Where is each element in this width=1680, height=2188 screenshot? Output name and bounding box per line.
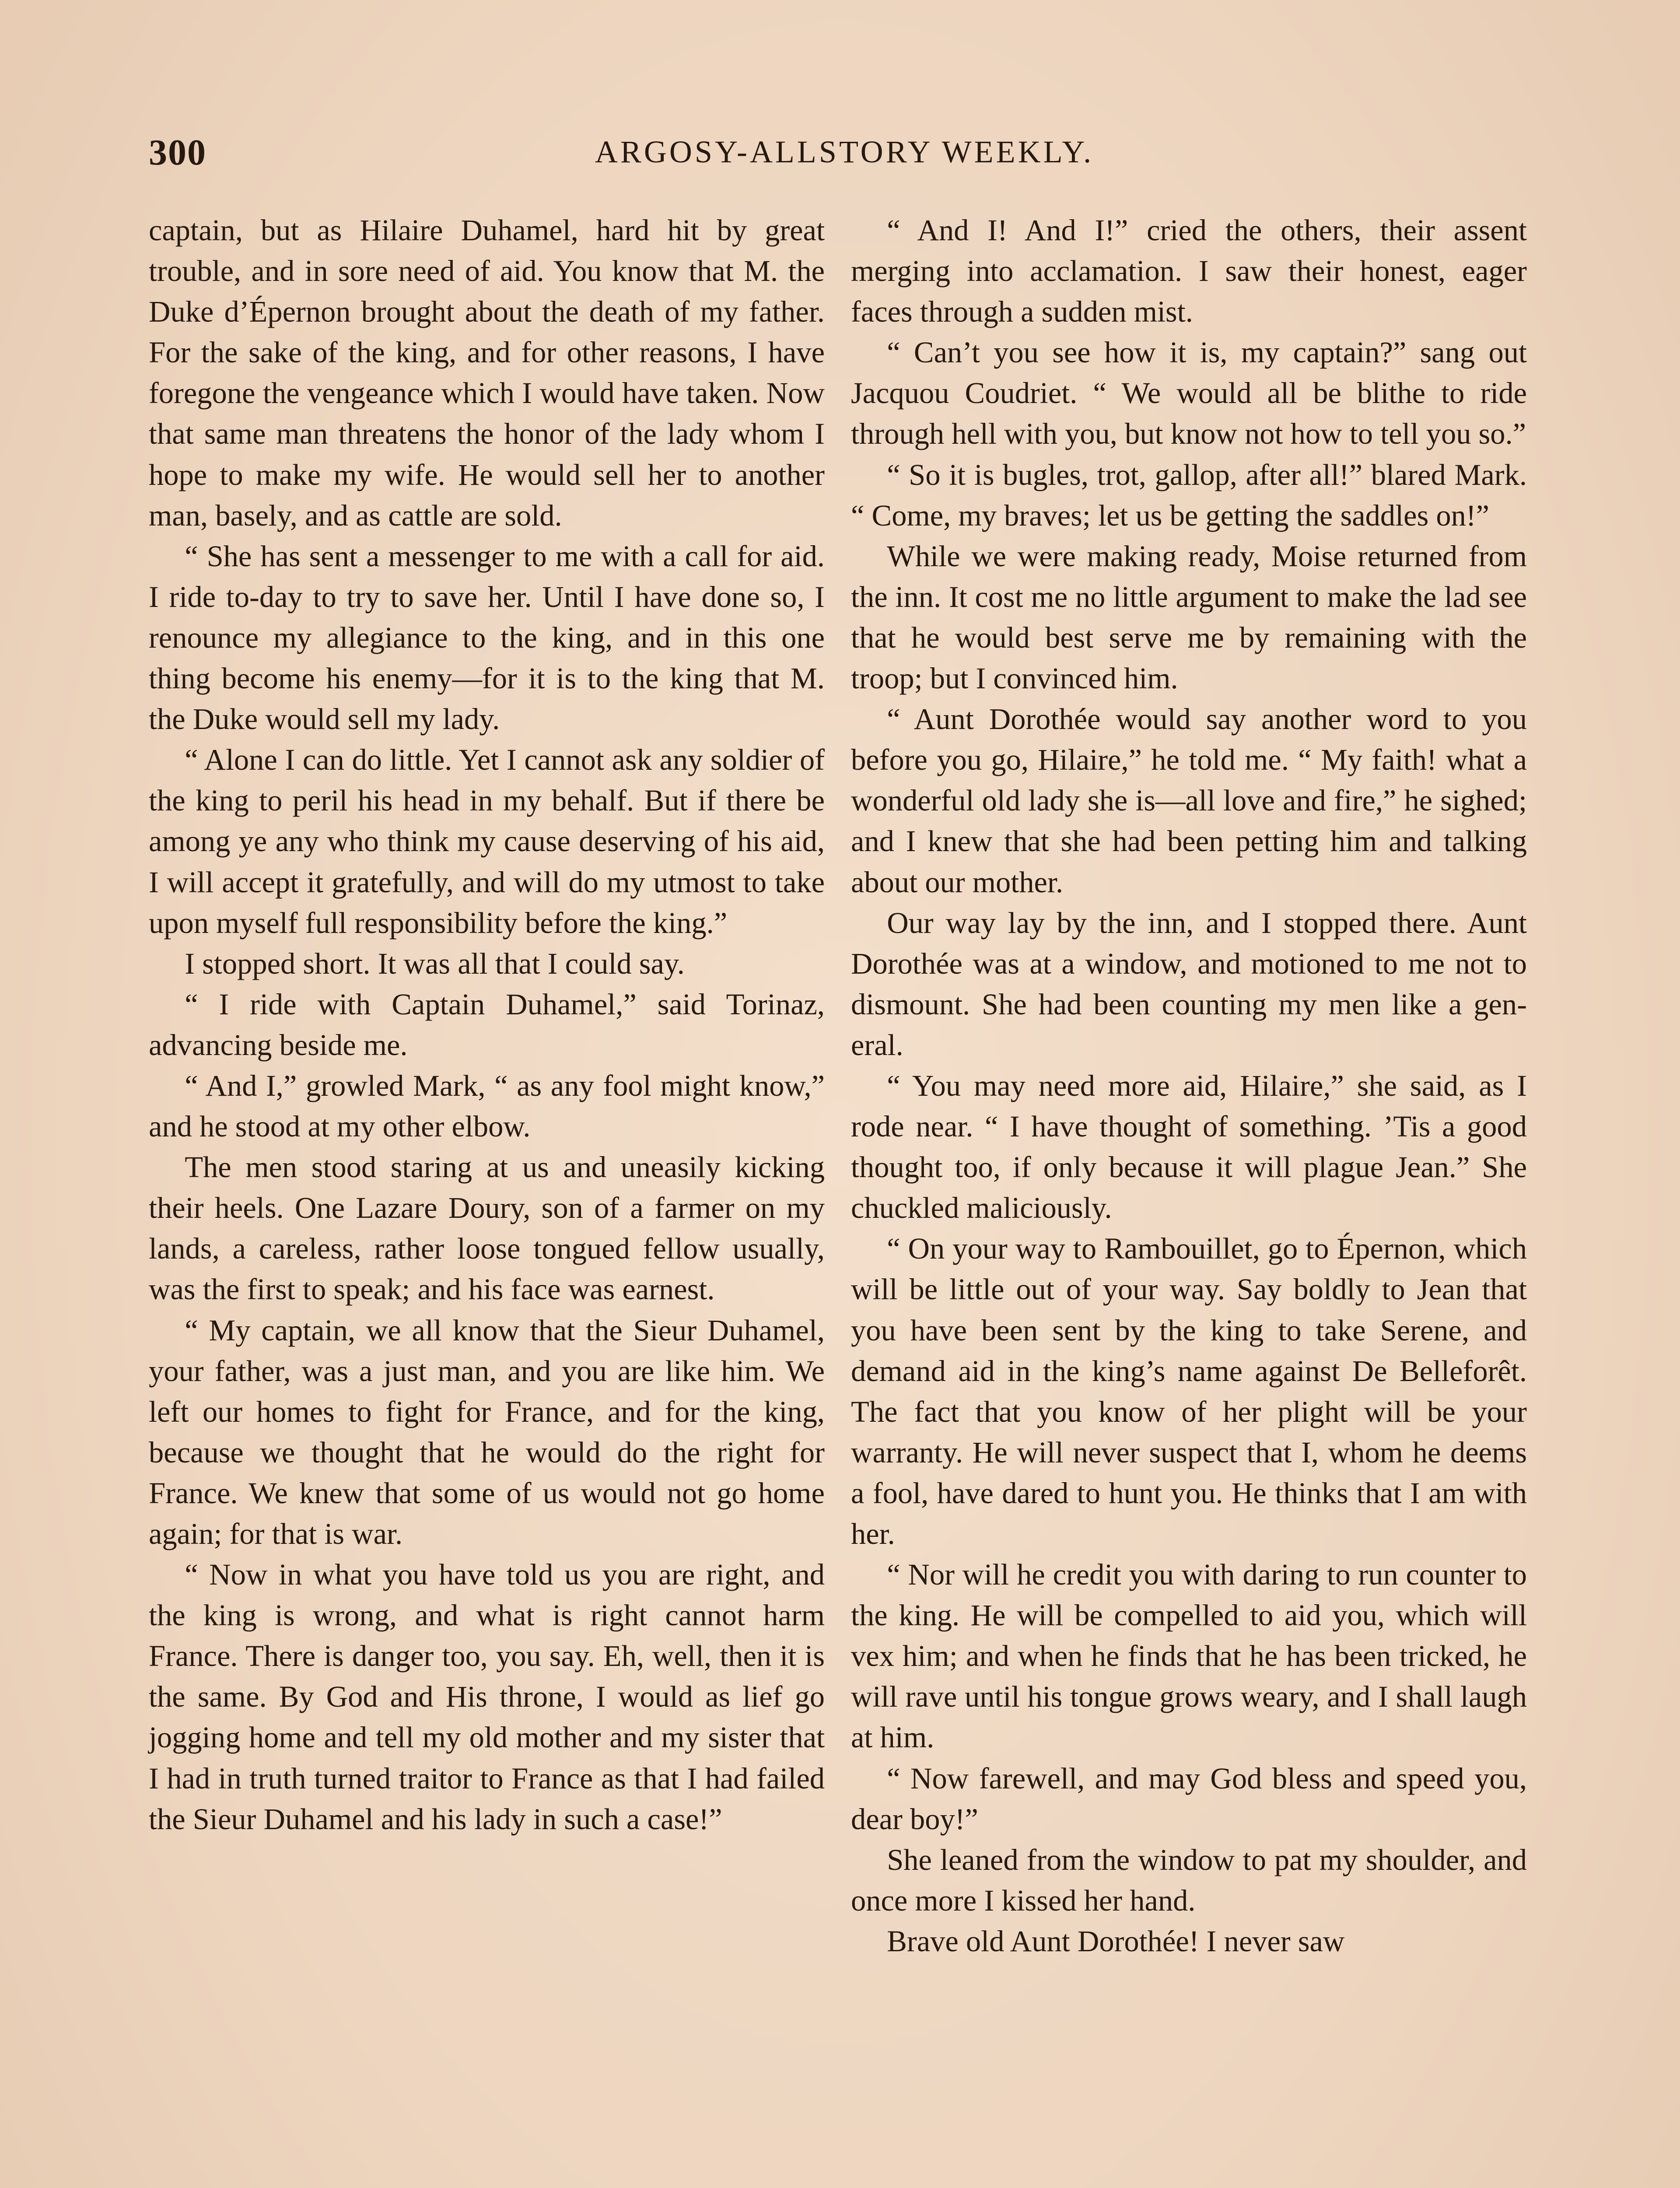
paragraph: “ So it is bugles, trot, gallop, after all!” blared Mark. “ Come, my braves; let us be getting the saddles on!”	[851, 458, 1527, 532]
paragraph: I stopped short. It was all that I could say.	[185, 947, 685, 980]
page-header	[149, 131, 1540, 188]
paragraph: “ Nor will he credit you with daring to run counter to the king. He will be compelled to aid you, which will vex him; and when he finds that he has been tricked, he will rave until his tongue grows weary, and I shall laugh at him.	[851, 1558, 1527, 1754]
page-number: 300	[149, 132, 206, 173]
paragraph: “ She has sent a messenger to me with a call for aid. I ride to-day to try to save her. Until I have done so, I renounce my allegiance to the king, and in this one thing become his enemy—for it is to the king that M. the Duke would sell my lady.	[149, 539, 825, 736]
paragraph: captain, but as Hilaire Duhamel, hard hit by great trouble, and in sore need of aid. You know that M. the Duke d’Épernon brought about the death of my father. For the sake of the king, and for other reasons, I have foregone the vengeance which I would have taken. Now that same man threatens the honor of the lady whom I hope to make my wife. He would sell her to another man, basely, and as cattle are sold.	[149, 214, 825, 532]
paragraph: While we were making ready, Moise returned from the inn. It cost me no little argument to make the lad see that he would best serve me by remaining with the troop; but I convinced him.	[851, 539, 1527, 695]
left-column	[149, 210, 825, 2188]
paragraph: “ And I,” growled Mark, “ as any fool might know,” and he stood at my other elbow.	[149, 1069, 825, 1143]
paragraph: “ You may need more aid, Hilaire,” she said, as I rode near. “ I have thought of something. ’Tis a good thought too, if only because it will plague Jean.” She chuckled maliciously.	[851, 1069, 1527, 1225]
right-column	[851, 210, 1527, 2188]
paragraph: Our way lay by the inn, and I stopped there. Aunt Dorothée was at a window, and motioned to me not to dismount. She had been counting my men like a general.	[851, 906, 1527, 1062]
paragraph: She leaned from the window to pat my shoulder, and once more I kissed her hand.	[851, 1843, 1527, 1917]
paragraph: “ I ride with Captain Duhamel,” said Torinaz, advancing beside me.	[149, 987, 825, 1062]
paragraph: “ Now in what you have told us you are right, and the king is wrong, and what is right cannot harm France. There is danger too, you say. Eh, well, then it is the same. By God and His throne, I would as lief go jogging home and tell my old mother and my sister that I had in truth turned traitor to France as that I had failed the Sieur Duhamel and his lady in such a case!”	[149, 1558, 825, 1836]
paragraph: “ Alone I can do little. Yet I cannot ask any soldier of the king to peril his head in my behalf. But if there be among ye any who think my cause deserving of his aid, I will accept it gratefully, and will do my utmost to take upon myself full responsibility before the king.”	[149, 743, 825, 940]
paragraph: Brave old Aunt Dorothée! I never saw	[887, 1924, 1345, 1958]
paragraph: “ And I! And I!” cried the others, their assent merging into acclamation. I saw their honest, eager faces through a sudden mist.	[851, 214, 1527, 329]
paragraph: The men stood staring at us and uneasily kicking their heels. One Lazare Doury, son of a farmer on my lands, a careless, rather loose tongued fellow usually, was the first to speak; and his face was earnest.	[149, 1150, 825, 1306]
running-title: ARGOSY-ALLSTORY WEEKLY.	[595, 134, 1094, 169]
paragraph: “ Can’t you see how it is, my captain?” sang out Jacquou Coudriet. “ We would all be blithe to ride through hell with you, but know not how to tell you so.”	[851, 336, 1527, 451]
paragraph: “ My captain, we all know that the Sieur Duhamel, your father, was a just man, and you are like him. We left our homes to fight for France, and for the king, because we thought that he would do the right for France. We knew that some of us would not go home again; for that is war.	[149, 1313, 825, 1550]
paragraph: “ Now farewell, and may God bless and speed you, dear boy!”	[851, 1761, 1527, 1836]
paragraph: “ On your way to Rambouillet, go to Épernon, which will be little out of your way. Say boldly to Jean that you have been sent by the king to take Serene, and demand aid in the king’s name against De Belleforêt. The fact that you know of her plight will be your warranty. He will never suspect that I, whom he deems a fool, have dared to hunt you. He thinks that I am with her.	[851, 1232, 1527, 1550]
paragraph: “ Aunt Dorothée would say another word to you before you go, Hilaire,” he told me. “ My faith! what a wonderful old lady she is—all love and fire,” he sighed; and I knew that she had been petting him and talking about our mother.	[851, 702, 1527, 899]
